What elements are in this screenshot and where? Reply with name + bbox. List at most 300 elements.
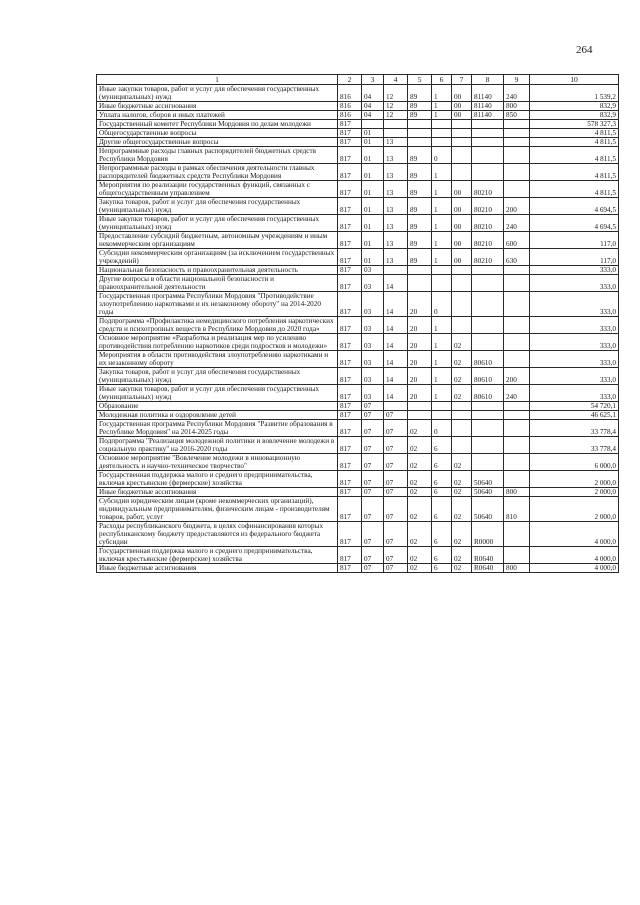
row-code-cell: 89 <box>408 102 432 111</box>
row-code-cell: 00 <box>452 102 472 111</box>
row-code-cell: 14 <box>384 334 408 351</box>
row-code-cell: 0 <box>432 420 452 437</box>
table-row <box>97 120 619 129</box>
row-code-cell: 07 <box>384 471 408 488</box>
table-row <box>97 368 619 385</box>
row-name-cell: Основное мероприятие "Вовлечение молодежи в инновационную деятельность и научно-техническое творчество" <box>97 454 338 471</box>
row-code-cell: 600 <box>504 232 530 249</box>
row-code-cell: 13 <box>384 147 408 164</box>
row-code-cell: 1 <box>432 111 452 120</box>
row-code-cell: 02 <box>452 351 472 368</box>
row-code-cell: 817 <box>338 266 362 275</box>
row-code-cell: 817 <box>338 120 362 129</box>
row-code-cell <box>504 129 530 138</box>
row-name-cell: Государственный комитет Республики Мордовия по делам молодежи <box>97 120 338 129</box>
table-row <box>97 411 619 420</box>
row-code-cell: 800 <box>504 102 530 111</box>
row-code-cell <box>504 437 530 454</box>
row-code-cell: 13 <box>384 232 408 249</box>
row-sum-cell: 4 811,5 <box>530 138 619 147</box>
row-code-cell: 02 <box>408 488 432 497</box>
row-code-cell: 80610 <box>472 351 504 368</box>
row-code-cell: 07 <box>362 411 384 420</box>
row-code-cell: 817 <box>338 147 362 164</box>
row-code-cell: 12 <box>384 111 408 120</box>
row-code-cell: 89 <box>408 249 432 266</box>
row-name-cell: Общегосударственные вопросы <box>97 129 338 138</box>
row-code-cell <box>432 129 452 138</box>
row-code-cell: 6 <box>432 437 452 454</box>
row-sum-cell: 2 000,0 <box>530 488 619 497</box>
row-code-cell <box>472 275 504 292</box>
table-row <box>97 129 619 138</box>
table-row <box>97 138 619 147</box>
row-sum-cell: 33 778,4 <box>530 437 619 454</box>
row-code-cell: 04 <box>362 102 384 111</box>
row-code-cell: 07 <box>362 420 384 437</box>
row-code-cell <box>504 164 530 181</box>
row-sum-cell: 1 539,2 <box>530 85 619 102</box>
row-code-cell: 50640 <box>472 497 504 522</box>
row-code-cell: 1 <box>432 385 452 402</box>
header-cell: 4 <box>384 75 408 85</box>
row-name-cell: Иные бюджетные ассигнования <box>97 102 338 111</box>
table-row <box>97 385 619 402</box>
row-code-cell: 89 <box>408 85 432 102</box>
row-code-cell <box>472 129 504 138</box>
row-name-cell: Иные закупки товаров, работ и услуг для обеспечения государственных (муниципальных) нужд <box>97 215 338 232</box>
row-code-cell <box>384 129 408 138</box>
row-code-cell: 13 <box>384 198 408 215</box>
row-code-cell: 89 <box>408 147 432 164</box>
row-code-cell: 80210 <box>472 198 504 215</box>
row-code-cell: 817 <box>338 411 362 420</box>
row-code-cell <box>472 164 504 181</box>
row-name-cell: Непрограммные расходы главных распорядителей бюджетных средств Республики Мордовия <box>97 147 338 164</box>
row-code-cell: 02 <box>452 547 472 564</box>
row-code-cell: 817 <box>338 249 362 266</box>
header-cell: 10 <box>530 75 619 85</box>
table-row <box>97 215 619 232</box>
row-code-cell: 20 <box>408 292 432 317</box>
row-code-cell: 00 <box>452 249 472 266</box>
row-code-cell: 13 <box>384 138 408 147</box>
row-code-cell: 02 <box>408 547 432 564</box>
row-code-cell: 816 <box>338 111 362 120</box>
row-code-cell: 07 <box>362 471 384 488</box>
row-code-cell: 00 <box>452 215 472 232</box>
row-name-cell: Иные бюджетные ассигнования <box>97 488 338 497</box>
row-name-cell: Закупка товаров, работ и услуг для обеспечения государственных (муниципальных) нужд <box>97 198 338 215</box>
row-code-cell <box>472 454 504 471</box>
row-code-cell: 240 <box>504 215 530 232</box>
row-name-cell: Подпрограмма "Реализация молодежной политики и вовлечение молодежи в социальную практику" на 2016-2020 годы <box>97 437 338 454</box>
row-code-cell: R0640 <box>472 547 504 564</box>
row-name-cell: Молодежная политика и оздоровление детей <box>97 411 338 420</box>
row-code-cell <box>452 402 472 411</box>
row-code-cell: 07 <box>362 497 384 522</box>
row-code-cell: 03 <box>362 351 384 368</box>
row-code-cell: 817 <box>338 471 362 488</box>
row-code-cell: 07 <box>362 454 384 471</box>
row-code-cell: 89 <box>408 232 432 249</box>
row-code-cell: 02 <box>452 522 472 547</box>
row-code-cell: 00 <box>452 232 472 249</box>
row-code-cell: 81140 <box>472 111 504 120</box>
row-code-cell: 07 <box>362 547 384 564</box>
row-code-cell: 0 <box>432 147 452 164</box>
row-code-cell: 07 <box>384 488 408 497</box>
row-code-cell: 1 <box>432 368 452 385</box>
row-name-cell: Субсидии некоммерческим организациям (за исключением государственных учреждений) <box>97 249 338 266</box>
row-code-cell <box>408 402 432 411</box>
row-sum-cell: 333,0 <box>530 368 619 385</box>
row-code-cell <box>452 420 472 437</box>
row-sum-cell: 333,0 <box>530 292 619 317</box>
row-code-cell: 6 <box>432 497 452 522</box>
row-code-cell: 14 <box>384 385 408 402</box>
row-code-cell: 817 <box>338 334 362 351</box>
row-code-cell <box>504 181 530 198</box>
row-sum-cell: 117,0 <box>530 249 619 266</box>
row-code-cell: 817 <box>338 351 362 368</box>
row-code-cell: 6 <box>432 547 452 564</box>
row-code-cell <box>452 164 472 181</box>
table-row <box>97 232 619 249</box>
table-row <box>97 164 619 181</box>
table-row <box>97 351 619 368</box>
row-code-cell: 13 <box>384 164 408 181</box>
row-code-cell <box>408 120 432 129</box>
row-name-cell: Государственная поддержка малого и среднего предпринимательства, включая крестьянские (фермерские) хозяйства <box>97 547 338 564</box>
row-code-cell: 817 <box>338 420 362 437</box>
row-code-cell <box>452 120 472 129</box>
row-code-cell: 20 <box>408 368 432 385</box>
row-name-cell: Другие вопросы в области национальной безопасности и правоохранительной деятельности <box>97 275 338 292</box>
row-code-cell: 89 <box>408 111 432 120</box>
table-row <box>97 420 619 437</box>
row-name-cell: Непрограммные расходы в рамках обеспечения деятельности главных распорядителей бюджетных средств Республики Мордовия <box>97 164 338 181</box>
row-code-cell: 817 <box>338 402 362 411</box>
row-code-cell <box>472 411 504 420</box>
table-row <box>97 454 619 471</box>
row-code-cell: 07 <box>384 411 408 420</box>
row-code-cell: 1 <box>432 102 452 111</box>
row-code-cell <box>452 266 472 275</box>
row-code-cell <box>504 471 530 488</box>
table-row <box>97 334 619 351</box>
row-code-cell: 02 <box>452 488 472 497</box>
row-code-cell: R0640 <box>472 564 504 573</box>
row-name-cell: Иные закупки товаров, работ и услуг для обеспечения государственных (муниципальных) нужд <box>97 385 338 402</box>
row-code-cell: 817 <box>338 198 362 215</box>
row-code-cell: 1 <box>432 85 452 102</box>
row-sum-cell: 46 625,1 <box>530 411 619 420</box>
table-row <box>97 522 619 547</box>
row-code-cell <box>452 411 472 420</box>
row-code-cell: 02 <box>408 471 432 488</box>
row-code-cell: 02 <box>452 334 472 351</box>
row-code-cell: 07 <box>362 437 384 454</box>
row-code-cell: 04 <box>362 85 384 102</box>
row-code-cell: R0000 <box>472 522 504 547</box>
row-code-cell: 240 <box>504 85 530 102</box>
row-sum-cell: 33 778,4 <box>530 420 619 437</box>
row-sum-cell: 832,9 <box>530 111 619 120</box>
row-sum-cell: 333,0 <box>530 266 619 275</box>
row-code-cell: 80210 <box>472 215 504 232</box>
table-row <box>97 266 619 275</box>
row-sum-cell: 333,0 <box>530 385 619 402</box>
row-sum-cell: 6 000,0 <box>530 454 619 471</box>
row-code-cell: 12 <box>384 85 408 102</box>
row-code-cell: 6 <box>432 471 452 488</box>
row-code-cell: 817 <box>338 488 362 497</box>
row-code-cell: 817 <box>338 164 362 181</box>
row-sum-cell: 4 694,5 <box>530 198 619 215</box>
row-code-cell <box>504 547 530 564</box>
row-code-cell <box>472 402 504 411</box>
row-code-cell: 07 <box>362 488 384 497</box>
row-code-cell: 07 <box>384 420 408 437</box>
row-code-cell: 817 <box>338 368 362 385</box>
header-cell: 7 <box>452 75 472 85</box>
row-code-cell <box>452 147 472 164</box>
row-code-cell: 07 <box>384 522 408 547</box>
row-code-cell: 240 <box>504 385 530 402</box>
header-row <box>97 75 619 85</box>
row-code-cell <box>472 317 504 334</box>
header-cell: 6 <box>432 75 452 85</box>
row-code-cell: 1 <box>432 334 452 351</box>
row-code-cell <box>432 411 452 420</box>
row-code-cell: 1 <box>432 198 452 215</box>
row-code-cell: 50640 <box>472 488 504 497</box>
row-code-cell: 817 <box>338 385 362 402</box>
row-code-cell: 03 <box>362 334 384 351</box>
row-code-cell: 14 <box>384 351 408 368</box>
row-code-cell: 200 <box>504 198 530 215</box>
row-code-cell: 14 <box>384 368 408 385</box>
row-code-cell <box>408 138 432 147</box>
row-code-cell: 01 <box>362 138 384 147</box>
row-code-cell: 6 <box>432 564 452 573</box>
row-code-cell <box>384 266 408 275</box>
header-cell: 5 <box>408 75 432 85</box>
row-code-cell: 02 <box>408 522 432 547</box>
row-code-cell: 01 <box>362 232 384 249</box>
row-code-cell: 07 <box>362 402 384 411</box>
row-code-cell: 817 <box>338 292 362 317</box>
row-code-cell: 20 <box>408 317 432 334</box>
row-code-cell: 6 <box>432 522 452 547</box>
row-code-cell <box>472 420 504 437</box>
row-code-cell: 13 <box>384 249 408 266</box>
row-sum-cell: 4 000,0 <box>530 564 619 573</box>
row-sum-cell: 4 000,0 <box>530 547 619 564</box>
row-code-cell: 14 <box>384 317 408 334</box>
row-code-cell <box>408 411 432 420</box>
row-code-cell: 80610 <box>472 368 504 385</box>
row-code-cell: 0 <box>432 292 452 317</box>
row-name-cell: Государственная поддержка малого и среднего предпринимательства, включая крестьянские (фермерские) хозяйства <box>97 471 338 488</box>
row-code-cell: 00 <box>452 85 472 102</box>
row-name-cell: Иные бюджетные ассигнования <box>97 564 338 573</box>
row-code-cell <box>472 334 504 351</box>
row-code-cell <box>504 420 530 437</box>
table-row <box>97 402 619 411</box>
row-sum-cell: 54 720,1 <box>530 402 619 411</box>
row-sum-cell: 4 811,5 <box>530 164 619 181</box>
row-code-cell: 14 <box>384 292 408 317</box>
row-name-cell: Государственная программа Республики Мордовия "Противодействие злоупотреблению наркотиками и их незаконному обороту" на 2014-2020 годы <box>97 292 338 317</box>
row-code-cell: 03 <box>362 266 384 275</box>
header-cell: 9 <box>504 75 530 85</box>
table-row <box>97 85 619 102</box>
row-code-cell: 81140 <box>472 85 504 102</box>
row-code-cell: 6 <box>432 454 452 471</box>
row-code-cell <box>472 120 504 129</box>
row-code-cell: 817 <box>338 232 362 249</box>
row-name-cell: Образование <box>97 402 338 411</box>
row-code-cell: 14 <box>384 275 408 292</box>
table-body <box>97 85 619 573</box>
row-code-cell: 817 <box>338 138 362 147</box>
row-code-cell: 1 <box>432 164 452 181</box>
row-code-cell: 89 <box>408 181 432 198</box>
table-row <box>97 488 619 497</box>
row-code-cell: 02 <box>408 497 432 522</box>
table-row <box>97 198 619 215</box>
table-row <box>97 181 619 198</box>
row-code-cell: 1 <box>432 232 452 249</box>
row-code-cell: 80610 <box>472 385 504 402</box>
header-cell: 3 <box>362 75 384 85</box>
row-code-cell: 817 <box>338 215 362 232</box>
row-code-cell: 1 <box>432 215 452 232</box>
row-code-cell: 07 <box>384 547 408 564</box>
row-code-cell: 03 <box>362 275 384 292</box>
row-name-cell: Субсидии юридическим лицам (кроме некоммерческих организаций), индивидуальным предпринимателям, физическим лицам - производителям товаров, работ, услуг <box>97 497 338 522</box>
row-code-cell <box>504 522 530 547</box>
row-code-cell: 816 <box>338 102 362 111</box>
row-code-cell <box>384 402 408 411</box>
row-sum-cell: 4 000,0 <box>530 522 619 547</box>
row-code-cell: 03 <box>362 292 384 317</box>
row-code-cell: 07 <box>384 454 408 471</box>
row-name-cell: Основное мероприятие «Разработка и реализация мер по усилению противодействия потреблению наркотиков среди подростков и молодежи» <box>97 334 338 351</box>
row-name-cell: Другие общегосударственные вопросы <box>97 138 338 147</box>
row-code-cell <box>432 138 452 147</box>
row-name-cell: Предоставление субсидий бюджетным, автономным учреждениям и иным некоммерческим организациям <box>97 232 338 249</box>
row-code-cell: 01 <box>362 129 384 138</box>
row-code-cell: 816 <box>338 85 362 102</box>
row-code-cell <box>452 437 472 454</box>
row-sum-cell: 4 694,5 <box>530 215 619 232</box>
row-code-cell: 89 <box>408 198 432 215</box>
header-cell: 8 <box>472 75 504 85</box>
row-code-cell: 02 <box>452 368 472 385</box>
row-code-cell: 00 <box>452 111 472 120</box>
row-code-cell: 20 <box>408 351 432 368</box>
table-row <box>97 111 619 120</box>
row-code-cell: 817 <box>338 317 362 334</box>
row-sum-cell: 333,0 <box>530 334 619 351</box>
row-sum-cell: 578 327,3 <box>530 120 619 129</box>
row-code-cell: 817 <box>338 437 362 454</box>
row-sum-cell: 4 811,5 <box>530 147 619 164</box>
row-code-cell: 817 <box>338 454 362 471</box>
row-code-cell: 89 <box>408 215 432 232</box>
row-code-cell: 817 <box>338 497 362 522</box>
row-code-cell: 02 <box>408 420 432 437</box>
row-sum-cell: 333,0 <box>530 317 619 334</box>
row-name-cell: Государственная программа Республики Мордовия "Развитие образования в Республике Мордовия" на 2014-2025 годы <box>97 420 338 437</box>
row-code-cell <box>452 292 472 317</box>
row-code-cell <box>472 147 504 164</box>
row-code-cell: 817 <box>338 275 362 292</box>
row-code-cell: 800 <box>504 564 530 573</box>
budget-table <box>96 74 619 573</box>
row-code-cell <box>408 266 432 275</box>
row-code-cell: 07 <box>384 564 408 573</box>
table-row <box>97 102 619 111</box>
row-code-cell: 00 <box>452 181 472 198</box>
row-code-cell: 00 <box>452 198 472 215</box>
row-code-cell <box>504 454 530 471</box>
row-sum-cell: 117,0 <box>530 232 619 249</box>
header-cell: 1 <box>97 75 338 85</box>
row-code-cell: 13 <box>384 215 408 232</box>
row-name-cell: Мероприятия в области противодействия злоупотреблению наркотиками и их незаконному обороту <box>97 351 338 368</box>
row-code-cell: 810 <box>504 497 530 522</box>
row-code-cell: 6 <box>432 488 452 497</box>
row-code-cell: 02 <box>452 471 472 488</box>
table-row <box>97 437 619 454</box>
row-code-cell <box>472 266 504 275</box>
row-code-cell: 20 <box>408 334 432 351</box>
row-code-cell <box>432 402 452 411</box>
row-code-cell <box>432 266 452 275</box>
row-code-cell <box>504 351 530 368</box>
row-code-cell: 89 <box>408 164 432 181</box>
row-code-cell <box>452 275 472 292</box>
row-code-cell: 12 <box>384 102 408 111</box>
row-code-cell <box>504 402 530 411</box>
table-row <box>97 249 619 266</box>
row-code-cell: 02 <box>452 497 472 522</box>
row-sum-cell: 2 000,0 <box>530 471 619 488</box>
row-code-cell: 1 <box>432 249 452 266</box>
row-code-cell: 07 <box>384 437 408 454</box>
row-code-cell <box>504 120 530 129</box>
row-code-cell: 800 <box>504 488 530 497</box>
row-code-cell <box>452 129 472 138</box>
row-name-cell: Закупка товаров, работ и услуг для обеспечения государственных (муниципальных) нужд <box>97 368 338 385</box>
row-sum-cell: 333,0 <box>530 275 619 292</box>
row-code-cell <box>504 138 530 147</box>
row-code-cell <box>504 275 530 292</box>
row-sum-cell: 333,0 <box>530 351 619 368</box>
row-code-cell: 02 <box>408 437 432 454</box>
row-code-cell <box>432 120 452 129</box>
table-row <box>97 471 619 488</box>
row-sum-cell: 2 000,0 <box>530 497 619 522</box>
row-code-cell <box>504 266 530 275</box>
header-cell: 2 <box>338 75 362 85</box>
row-code-cell <box>384 120 408 129</box>
row-name-cell: Иные закупки товаров, работ и услуг для обеспечения государственных (муниципальных) нужд <box>97 85 338 102</box>
